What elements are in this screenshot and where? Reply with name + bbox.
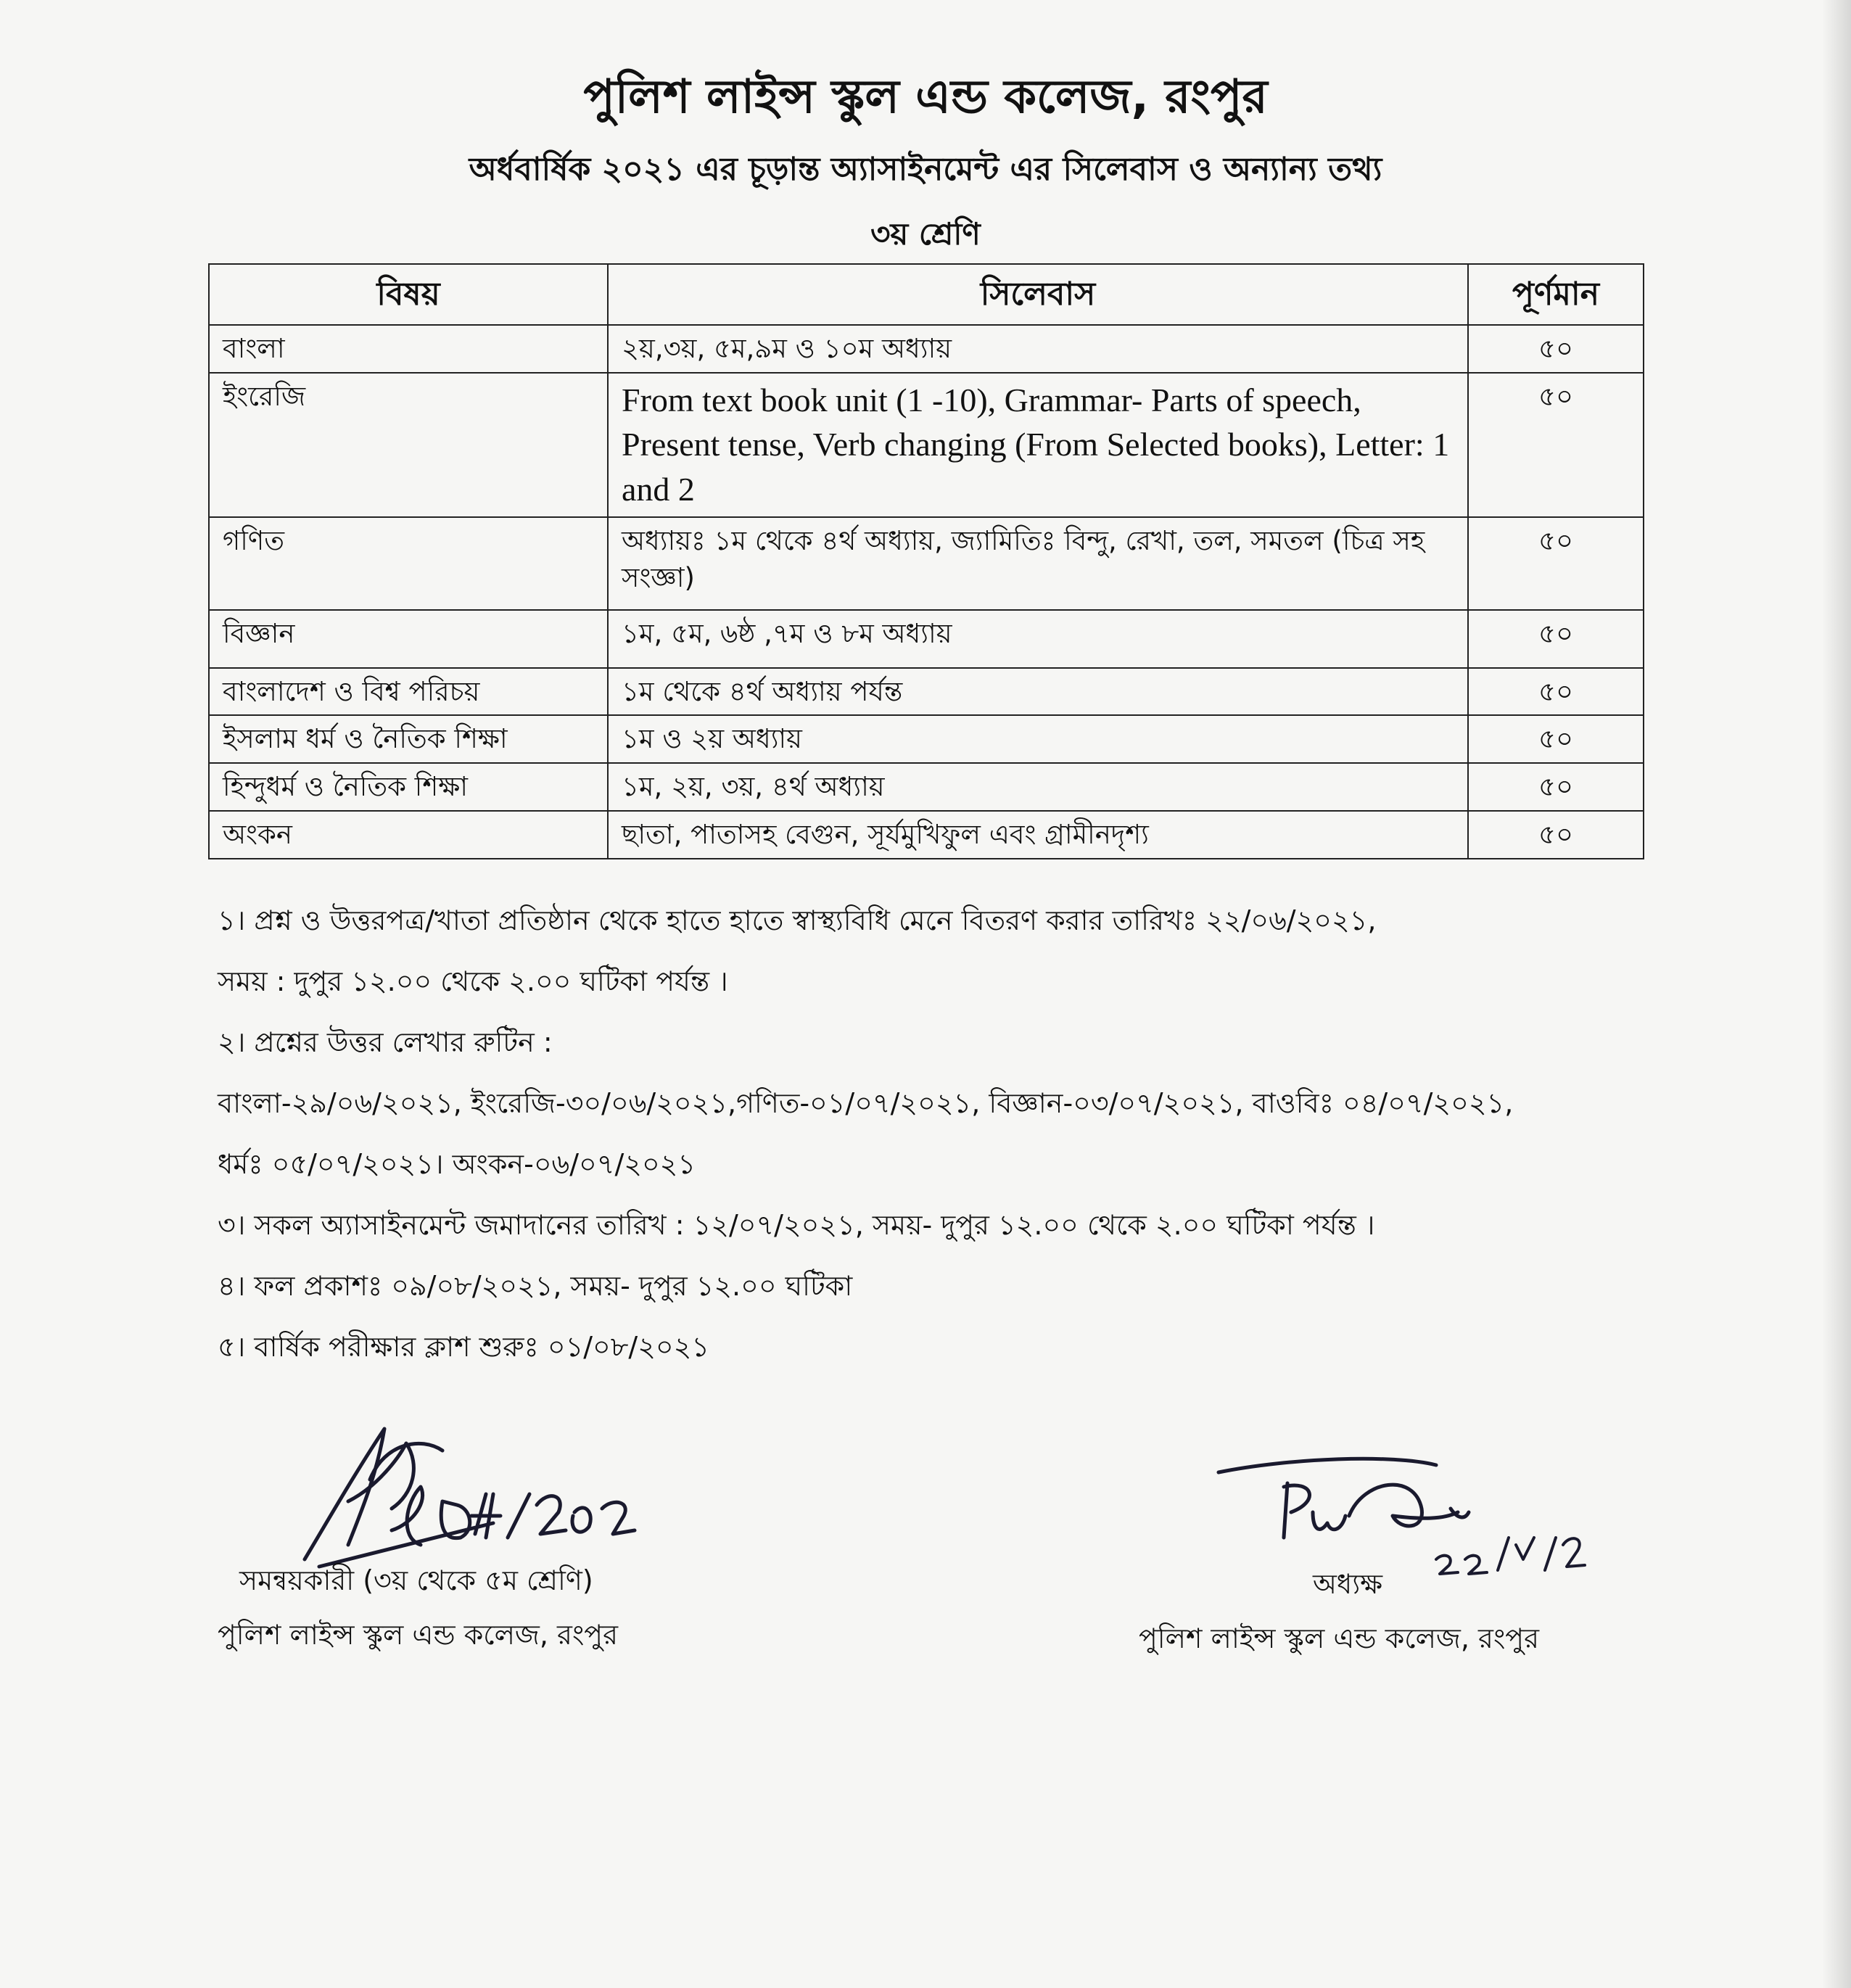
syllabus-table (208, 263, 1644, 859)
note-routine-heading: ২। প্রশ্নের উত্তর লেখার রুটিন : (218, 1026, 553, 1058)
marks-cell: ৫০ (1468, 811, 1644, 859)
marks-cell: ৫০ (1468, 668, 1644, 716)
table-row (209, 715, 1644, 763)
table-row (209, 610, 1644, 668)
subject-cell: বিজ্ঞান (209, 610, 608, 668)
note-routine-dates: বাংলা-২৯/০৬/২০২১, ইংরেজি-৩০/০৬/২০২১,গণিত-০১/০৭/২০২১, বিজ্ঞান-০৩/০৭/২০২১, বাওবিঃ ০৪/০৭/২০২১, (218, 1087, 1514, 1119)
marks-cell: ৫০ (1468, 763, 1644, 811)
class-label: ৩য় শ্রেণি (870, 216, 981, 252)
note-result: ৪। ফল প্রকাশঃ ০৯/০৮/২০২১, সময়- দুপুর ১২.০০ ঘটিকা (218, 1270, 853, 1302)
syllabus-cell: From text book unit (1 -10), Grammar- Parts of speech, Present tense, Verb changing (From Selected books), Letter: 1 and 2 (608, 373, 1468, 517)
coordinator-institution: পুলিশ লাইন্স স্কুল এন্ড কলেজ, রংপুর (218, 1619, 618, 1651)
principal-institution: পুলিশ লাইন্স স্কুল এন্ড কলেজ, রংপুর (1139, 1622, 1539, 1654)
note-submission: ৩। সকল অ্যাসাইনমেন্ট জমাদানের তারিখ : ১২/০৭/২০২১, সময়- দুপুর ১২.০০ থেকে ২.০০ ঘটিকা পর্যন্ত । (218, 1209, 1375, 1241)
notes-section (218, 904, 1668, 1394)
syllabus-cell: ১ম থেকে ৪র্থ অধ্যায় পর্যন্ত (608, 668, 1468, 716)
subject-cell: ইসলাম ধর্ম ও নৈতিক শিক্ষা (209, 715, 608, 763)
table-row (209, 668, 1644, 716)
subject-cell: বাংলাদেশ ও বিশ্ব পরিচয় (209, 668, 608, 716)
table-row (209, 373, 1644, 517)
document-subtitle: অর্ধবার্ষিক ২০২১ এর চূড়ান্ত অ্যাসাইনমেন্ট এর সিলেবাস ও অন্যান্য তথ্য (469, 151, 1382, 188)
table-row (209, 763, 1644, 811)
marks-cell: ৫০ (1468, 610, 1644, 668)
table-row (209, 811, 1644, 859)
subject-cell: বাংলা (209, 325, 608, 373)
principal-signature (1204, 1451, 1610, 1581)
principal-role: অধ্যক্ষ (1313, 1568, 1383, 1600)
table-row (209, 325, 1644, 373)
coordinator-role: সমন্বয়কারী (৩য় থেকে ৫ম শ্রেণি) (239, 1564, 593, 1596)
note-routine-dates-cont: ধর্মঃ ০৫/০৭/২০২১। অংকন-০৬/০৭/২০২১ (218, 1148, 696, 1180)
header-subject: বিষয় (209, 264, 608, 325)
subject-cell: গণিত (209, 517, 608, 610)
header-marks: পূর্ণমান (1468, 264, 1644, 325)
syllabus-cell: ২য়,৩য়, ৫ম,৯ম ও ১০ম অধ্যায় (608, 325, 1468, 373)
subject-cell: হিন্দুধর্ম ও নৈতিক শিক্ষা (209, 763, 608, 811)
table-header-row (209, 264, 1644, 325)
scan-edge-shadow (1822, 0, 1851, 1988)
marks-cell: ৫০ (1468, 517, 1644, 610)
subject-cell: অংকন (209, 811, 608, 859)
marks-cell: ৫০ (1468, 373, 1644, 517)
syllabus-cell: অধ্যায়ঃ ১ম থেকে ৪র্থ অধ্যায়, জ্যামিতিঃ বিন্দু, রেখা, তল, সমতল (চিত্র সহ সংজ্ঞা) (608, 517, 1468, 610)
syllabus-cell: ছাতা, পাতাসহ বেগুন, সূর্যমুখিফুল এবং গ্রামীনদৃশ্য (608, 811, 1468, 859)
syllabus-cell: ১ম, ৫ম, ৬ষ্ঠ ,৭ম ও ৮ম অধ্যায় (608, 610, 1468, 668)
note-annual-class: ৫। বার্ষিক পরীক্ষার ক্লাশ শুরুঃ ০১/০৮/২০২১ (218, 1331, 709, 1363)
marks-cell: ৫০ (1468, 715, 1644, 763)
syllabus-cell: ১ম ও ২য় অধ্যায় (608, 715, 1468, 763)
subject-cell: ইংরেজি (209, 373, 608, 517)
table-row (209, 517, 1644, 610)
note-distribution: ১। প্রশ্ন ও উত্তরপত্র/খাতা প্রতিষ্ঠান থেকে হাতে হাতে স্বাস্থ্যবিধি মেনে বিতরণ করার তারিখঃ ২২/০৬/২০২১, (218, 904, 1377, 936)
note-distribution-time: সময় : দুপুর ১২.০০ থেকে ২.০০ ঘটিকা পর্যন্ত । (218, 965, 728, 997)
syllabus-cell: ১ম, ২য়, ৩য়, ৪র্থ অধ্যায় (608, 763, 1468, 811)
header-syllabus: সিলেবাস (608, 264, 1468, 325)
document-title: পুলিশ লাইন্স স্কুল এন্ড কলেজ, রংপুর (583, 70, 1268, 124)
marks-cell: ৫০ (1468, 325, 1644, 373)
